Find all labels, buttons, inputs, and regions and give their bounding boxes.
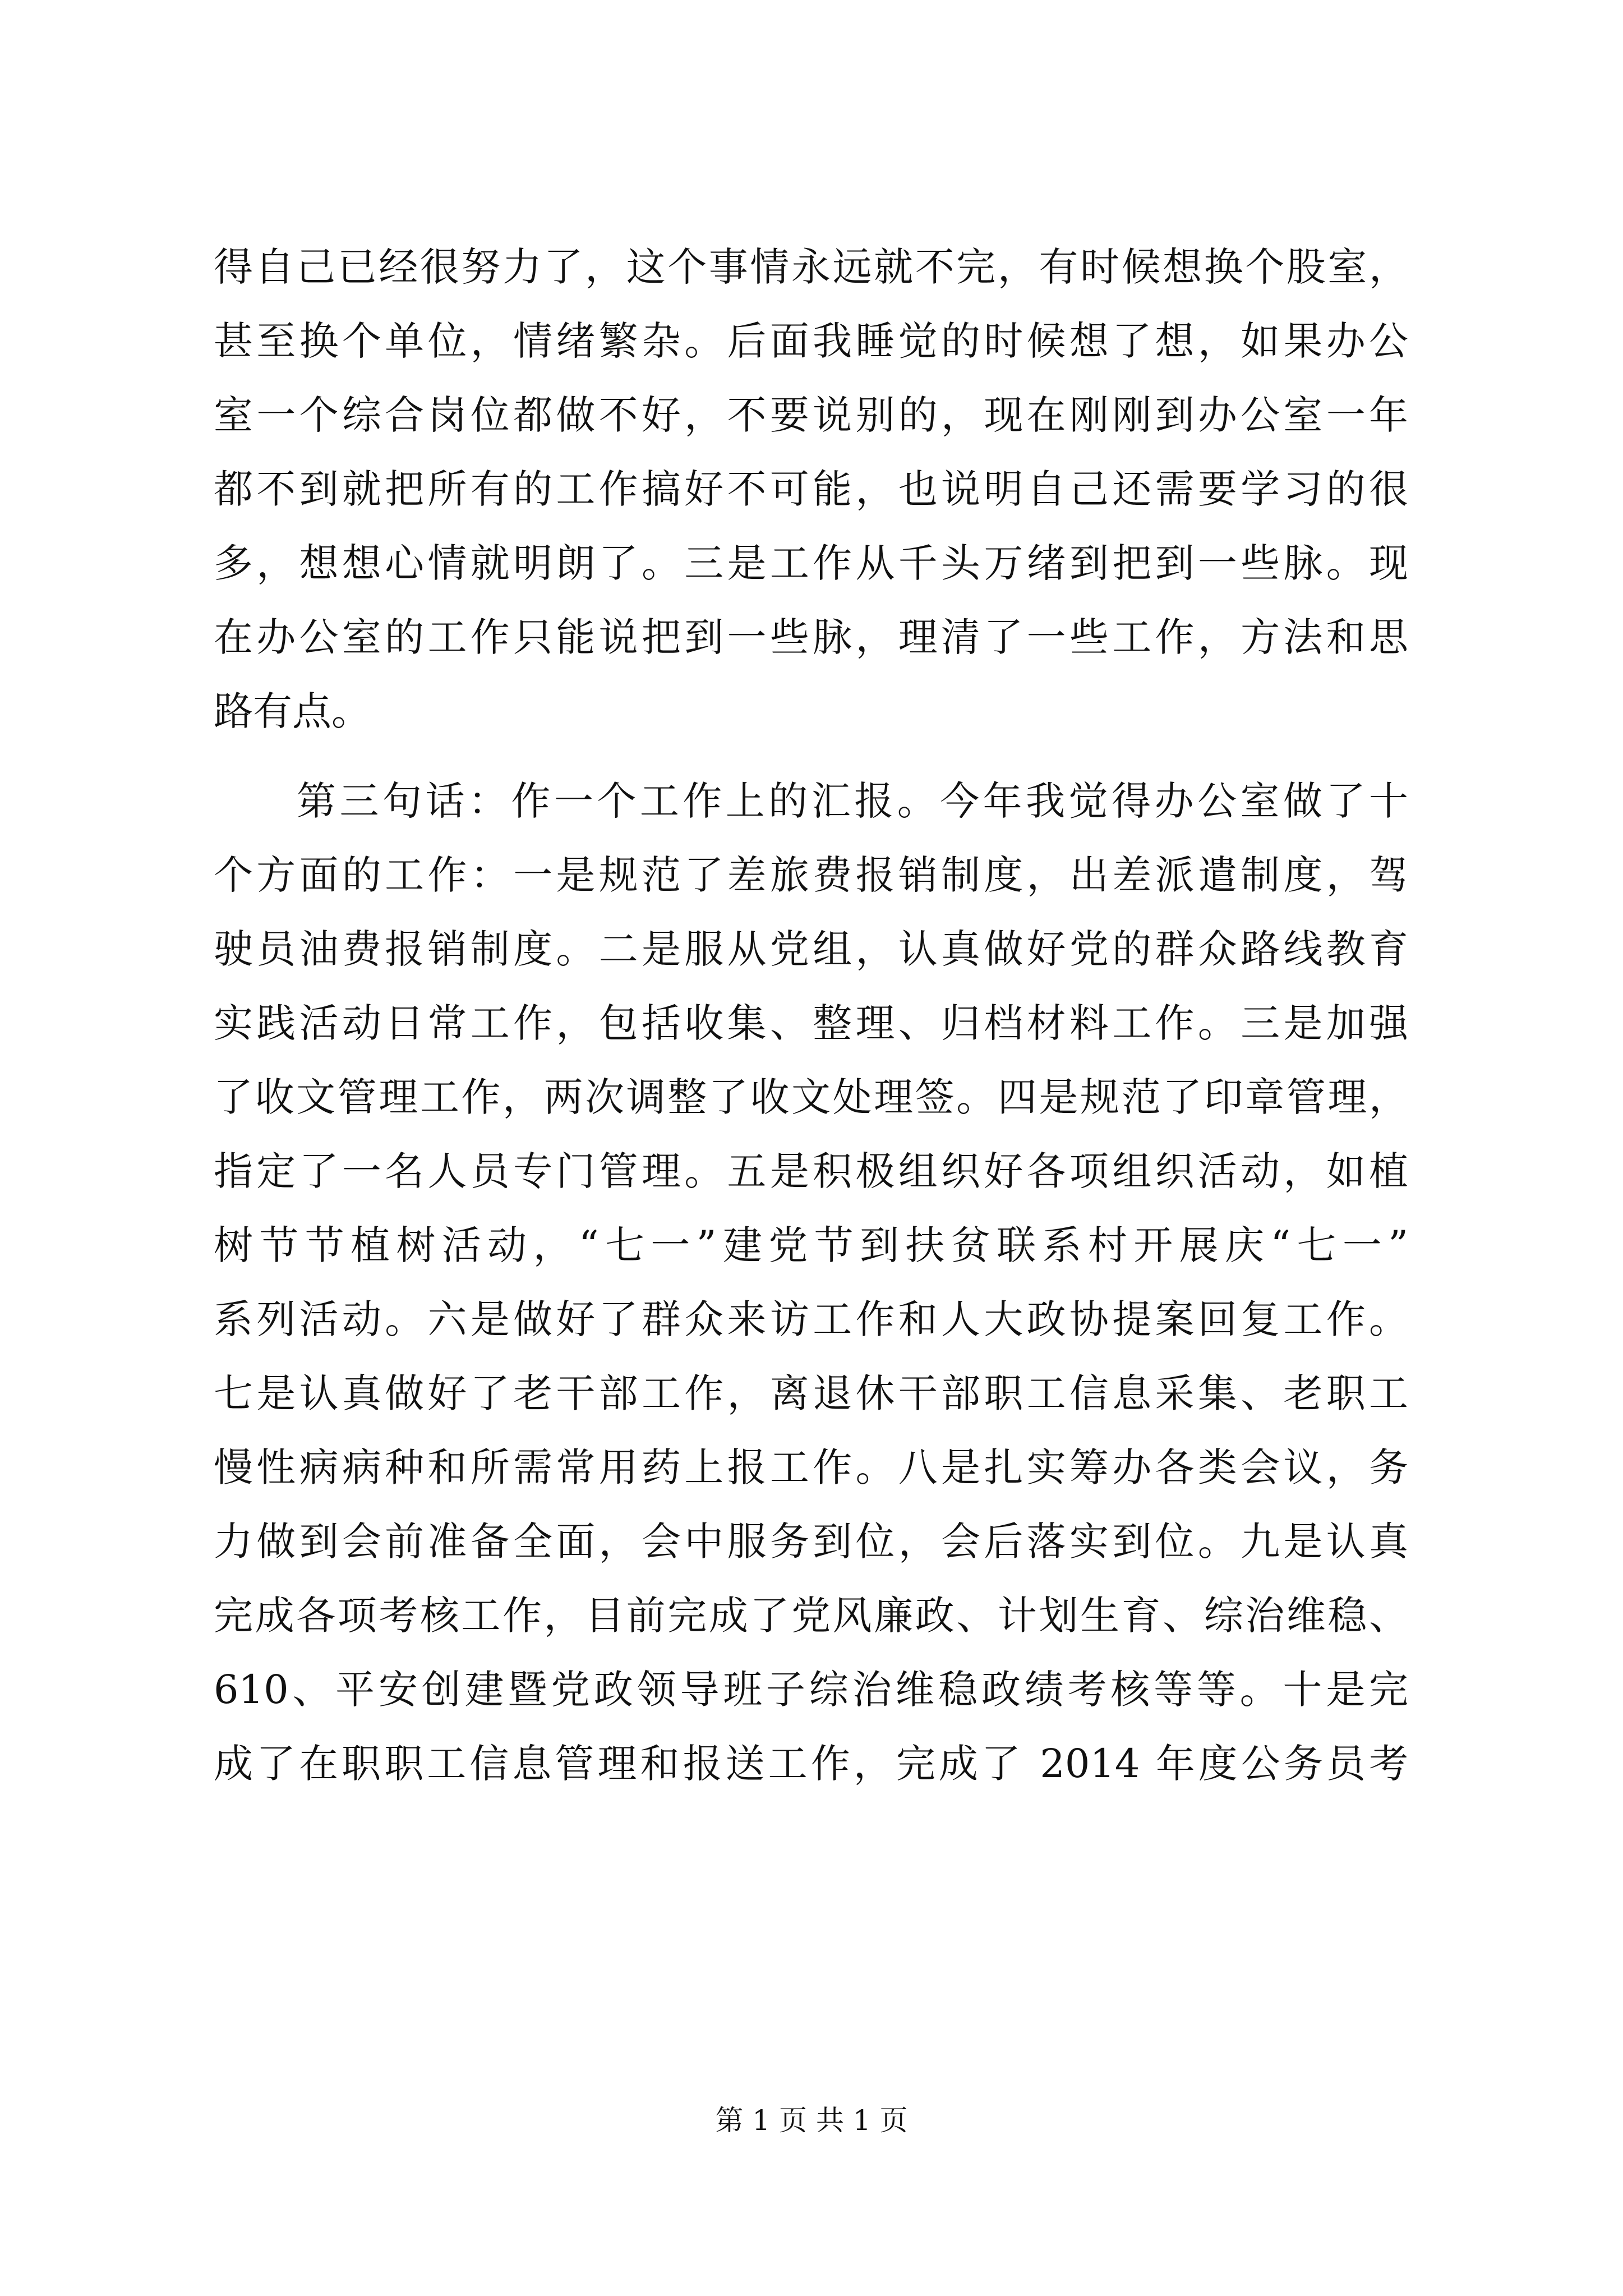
- text-line: 路有点。: [214, 688, 371, 734]
- text-line: 都不到就把所有的工作搞好不可能，也说明自己还需要学习的很: [214, 466, 1408, 512]
- text-line: 七是认真做好了老干部工作，离退休干部职工信息采集、老职工: [214, 1370, 1408, 1416]
- text-line: 力做到会前准备全面，会中服务到位，会后落实到位。九是认真: [214, 1519, 1408, 1565]
- text-line: 610、平安创建暨党政领导班子综治维稳政绩考核等等。十是完: [214, 1667, 1408, 1713]
- text-line: 在办公室的工作只能说把到一些脉，理清了一些工作，方法和思: [214, 614, 1408, 660]
- text-line: 成了在职职工信息管理和报送工作，完成了 2014 年度公务员考: [214, 1741, 1408, 1787]
- paragraph-continued: [214, 230, 1408, 748]
- text-line: 慢性病病种和所需常用药上报工作。八是扎实筹办各类会议，务: [214, 1444, 1408, 1490]
- text-line: 得自己已经很努力了，这个事情永远就不完，有时候想换个股室，: [214, 244, 1408, 290]
- text-line: 树节节植树活动，“七一”建党节到扶贫联系村开展庆“七一”: [214, 1222, 1408, 1268]
- page-number-footer: 第 1 页 共 1 页: [715, 2104, 908, 2137]
- text-line: 多，想想心情就明朗了。三是工作从千头万绪到把到一些脉。现: [214, 540, 1408, 586]
- text-line: 了收文管理工作，两次调整了收文处理签。四是规范了印章管理，: [214, 1074, 1408, 1120]
- paragraph-third-sentence: [214, 764, 1408, 1801]
- text-line: 室一个综合岗位都做不好，不要说别的，现在刚刚到办公室一年: [214, 392, 1408, 438]
- text-line: 指定了一名人员专门管理。五是积极组织好各项组织活动，如植: [214, 1148, 1408, 1194]
- text-line: 甚至换个单位，情绪繁杂。后面我睡觉的时候想了想，如果办公: [214, 318, 1408, 364]
- text-line: 完成各项考核工作，目前完成了党风廉政、计划生育、综治维稳、: [214, 1593, 1408, 1639]
- text-line: 系列活动。六是做好了群众来访工作和人大政协提案回复工作。: [214, 1296, 1408, 1342]
- document-body: [214, 230, 1408, 1801]
- text-line: 实践活动日常工作，包括收集、整理、归档材料工作。三是加强: [214, 1000, 1408, 1046]
- text-line: 个方面的工作：一是规范了差旅费报销制度，出差派遣制度，驾: [214, 852, 1408, 898]
- text-line: 第三句话：作一个工作上的汇报。今年我觉得办公室做了十: [297, 778, 1408, 824]
- text-line: 驶员油费报销制度。二是服从党组，认真做好党的群众路线教育: [214, 926, 1408, 972]
